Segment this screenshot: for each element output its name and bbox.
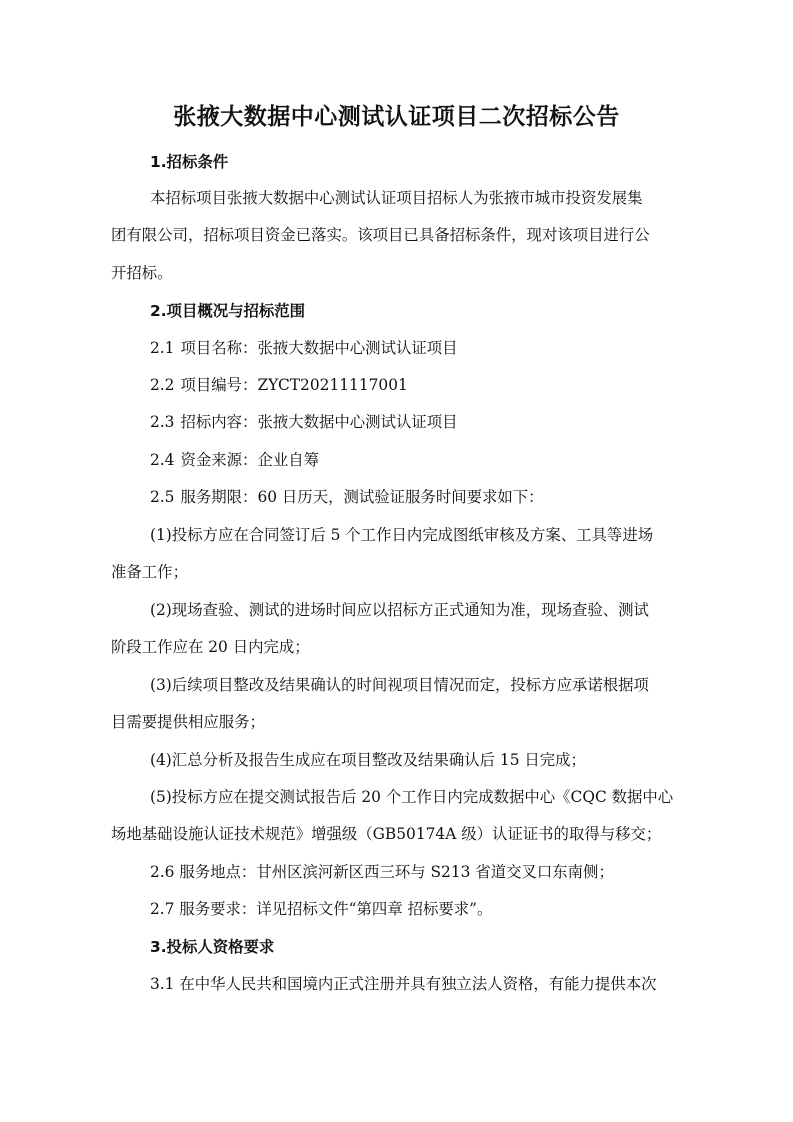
item-2-1 bbox=[150, 338, 458, 358]
item-2-2-number: 2.2 bbox=[150, 376, 175, 394]
section-3-para-line-1: 3.1 在中华人民共和国境内正式注册并具有独立法人资格，有能力提供本次 bbox=[150, 975, 657, 993]
section-1-heading: 1.招标条件 bbox=[150, 153, 229, 171]
sub-item-1-line-1: (1)投标方应在合同签订后 5 个工作日内完成图纸审核及方案、工具等进场 bbox=[150, 526, 654, 544]
item-2-4-number: 2.4 bbox=[150, 451, 175, 469]
section-3-heading: 3.投标人资格要求 bbox=[150, 938, 275, 956]
item-2-7: 2.7 服务要求：详见招标文件“第四章 招标要求”。 bbox=[150, 900, 493, 918]
page-title: 张掖大数据中心测试认证项目二次招标公告 bbox=[173, 104, 620, 130]
section-1-para-line-3: 开招标。 bbox=[111, 264, 173, 282]
item-2-1-text: 项目名称：张掖大数据中心测试认证项目 bbox=[180, 339, 458, 357]
item-2-2 bbox=[150, 375, 408, 395]
item-2-5-text: 服务期限：60 日历天，测试验证服务时间要求如下： bbox=[180, 488, 544, 506]
sub-item-2-line-1: (2)现场查验、测试的进场时间应以招标方正式通知为准，现场查验、测试 bbox=[150, 601, 649, 619]
sub-item-5-line-1: (5)投标方应在提交测试报告后 20 个工作日内完成数据中心《CQC 数据中心 bbox=[150, 788, 674, 806]
item-2-6: 2.6 服务地点：甘州区滨河新区西三环与 S213 省道交叉口东南侧； bbox=[150, 863, 614, 881]
item-2-5-number: 2.5 bbox=[150, 488, 175, 506]
section-1-para-line-1: 本招标项目张掖大数据中心测试认证项目招标人为张掖市城市投资发展集 bbox=[150, 189, 643, 207]
item-2-4-text: 资金来源：企业自筹 bbox=[180, 451, 320, 469]
item-2-3-text: 招标内容：张掖大数据中心测试认证项目 bbox=[180, 413, 458, 431]
item-2-5 bbox=[150, 487, 544, 507]
item-2-1-number: 2.1 bbox=[150, 339, 175, 357]
item-2-3-number: 2.3 bbox=[150, 413, 175, 431]
sub-item-3-line-1: (3)后续项目整改及结果确认的时间视项目情况而定，投标方应承诺根据项 bbox=[150, 676, 649, 694]
sub-item-1-line-2: 准备工作； bbox=[111, 563, 188, 581]
item-2-4 bbox=[150, 450, 319, 470]
item-2-3 bbox=[150, 412, 458, 432]
item-2-2-text: 项目编号：ZYCT20211117001 bbox=[180, 376, 408, 394]
section-2-heading: 2.项目概况与招标范围 bbox=[150, 302, 306, 320]
sub-item-4-line-1: (4)汇总分析及报告生成应在项目整改及结果确认后 15 日完成； bbox=[150, 751, 586, 769]
sub-item-3-line-2: 目需要提供相应服务； bbox=[111, 713, 265, 731]
section-1-para-line-2: 团有限公司，招标项目资金已落实。该项目已具备招标条件，现对该项目进行公 bbox=[111, 226, 650, 244]
sub-item-5-line-2: 场地基础设施认证技术规范》增强级（GB50174A 级）认证证书的取得与移交； bbox=[111, 825, 662, 843]
sub-item-2-line-2: 阶段工作应在 20 日内完成； bbox=[111, 638, 310, 656]
